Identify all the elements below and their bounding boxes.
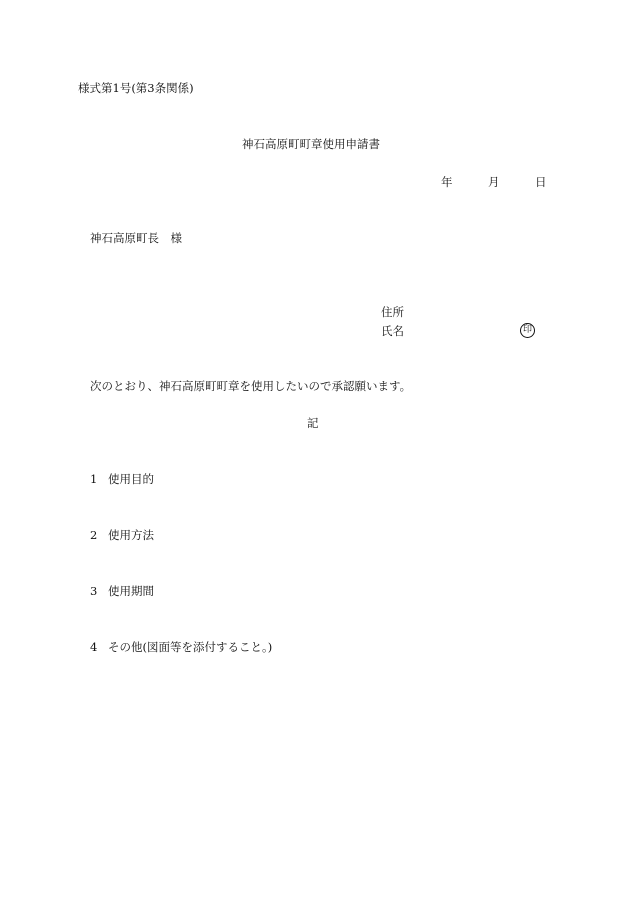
- year-label: 年: [441, 175, 453, 189]
- name-label: 氏名: [381, 324, 404, 338]
- ki-heading: 記: [307, 416, 319, 430]
- address-label: 住所: [381, 305, 404, 319]
- item-number: 3: [90, 584, 98, 598]
- item-label: その他(図面等を添付すること。): [108, 640, 273, 654]
- addressee: 神石高原町長 様: [90, 231, 182, 245]
- item-number: 4: [90, 640, 98, 654]
- form-number: 様式第1号(第3条関係): [78, 81, 194, 95]
- month-label: 月: [488, 175, 500, 189]
- item-number: 1: [90, 472, 98, 486]
- body-text: 次のとおり、神石高原町町章を使用したいので承認願います。: [90, 379, 412, 393]
- day-label: 日: [535, 175, 547, 189]
- item-number: 2: [90, 528, 98, 542]
- document-title: 神石高原町町章使用申請書: [242, 137, 380, 151]
- item-label: 使用方法: [108, 528, 154, 542]
- seal-mark-icon: 印: [520, 323, 535, 338]
- item-label: 使用目的: [108, 472, 154, 486]
- item-label: 使用期間: [108, 584, 154, 598]
